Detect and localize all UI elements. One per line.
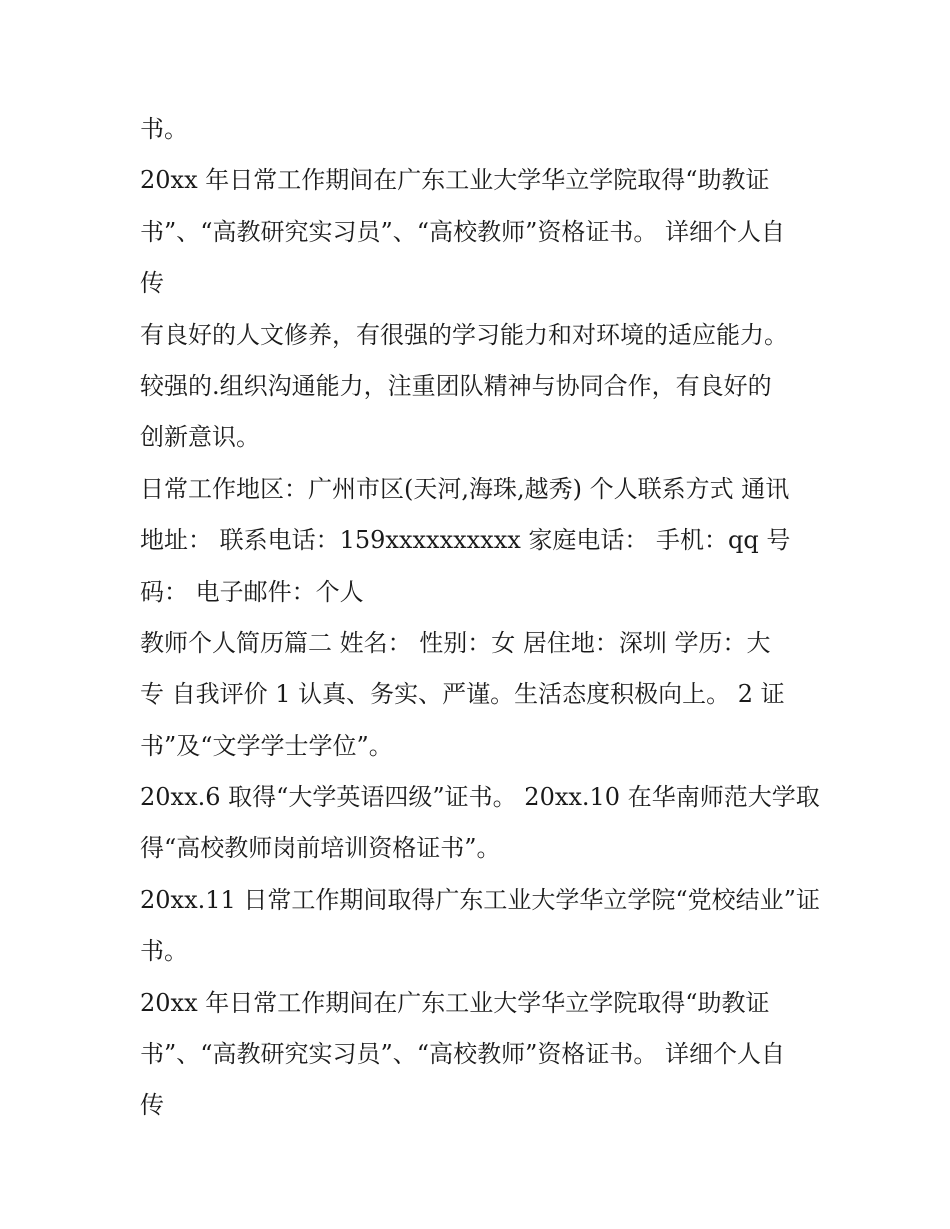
text-line: 书”、“高教研究实习员”、“高校教师”资格证书。 详细个人自 [140,1040,785,1069]
text-line: 创新意识。 [140,423,260,452]
text-line: 20xx 年日常工作期间在广东工业大学华立学院取得“助教证 [140,166,770,195]
text-line: 传 [140,1091,164,1120]
text-line: 20xx.6 取得“大学英语四级”证书。 20xx.10 在华南师范大学取 [140,783,820,812]
text-line: 地址： 联系电话：159xxxxxxxxxx 家庭电话： 手机：qq 号 [140,526,791,555]
text-line: 书”、“高教研究实习员”、“高校教师”资格证书。 详细个人自 [140,217,785,246]
text-line: 得“高校教师岗前培训资格证书”。 [140,834,501,863]
text-line: 教师个人简历篇二 姓名： 性别：女 居住地：深圳 学历：大 [140,628,771,657]
text-line: 有良好的人文修养，有很强的学习能力和对环境的适应能力。 [140,320,788,349]
text-line: 书”及“文学学士学位”。 [140,731,393,760]
text-line: 20xx 年日常工作期间在广东工业大学华立学院取得“助教证 [140,988,770,1017]
text-line: 日常工作地区：广州市区(天河,海珠,越秀) 个人联系方式 通讯 [140,474,790,503]
text-line: 书。 [140,115,188,143]
text-line: 码： 电子邮件：个人 [140,577,364,606]
text-line: 传 [140,269,164,298]
document-body [140,104,820,1132]
text-line: 20xx.11 日常工作期间取得广东工业大学华立学院“党校结业”证 [140,885,820,914]
text-line: 专 自我评价 1 认真、务实、严谨。生活态度积极向上。 2 证 [140,680,785,709]
text-line: 较强的.组织沟通能力，注重团队精神与协同合作，有良好的 [140,371,772,400]
text-line: 书。 [140,937,188,966]
